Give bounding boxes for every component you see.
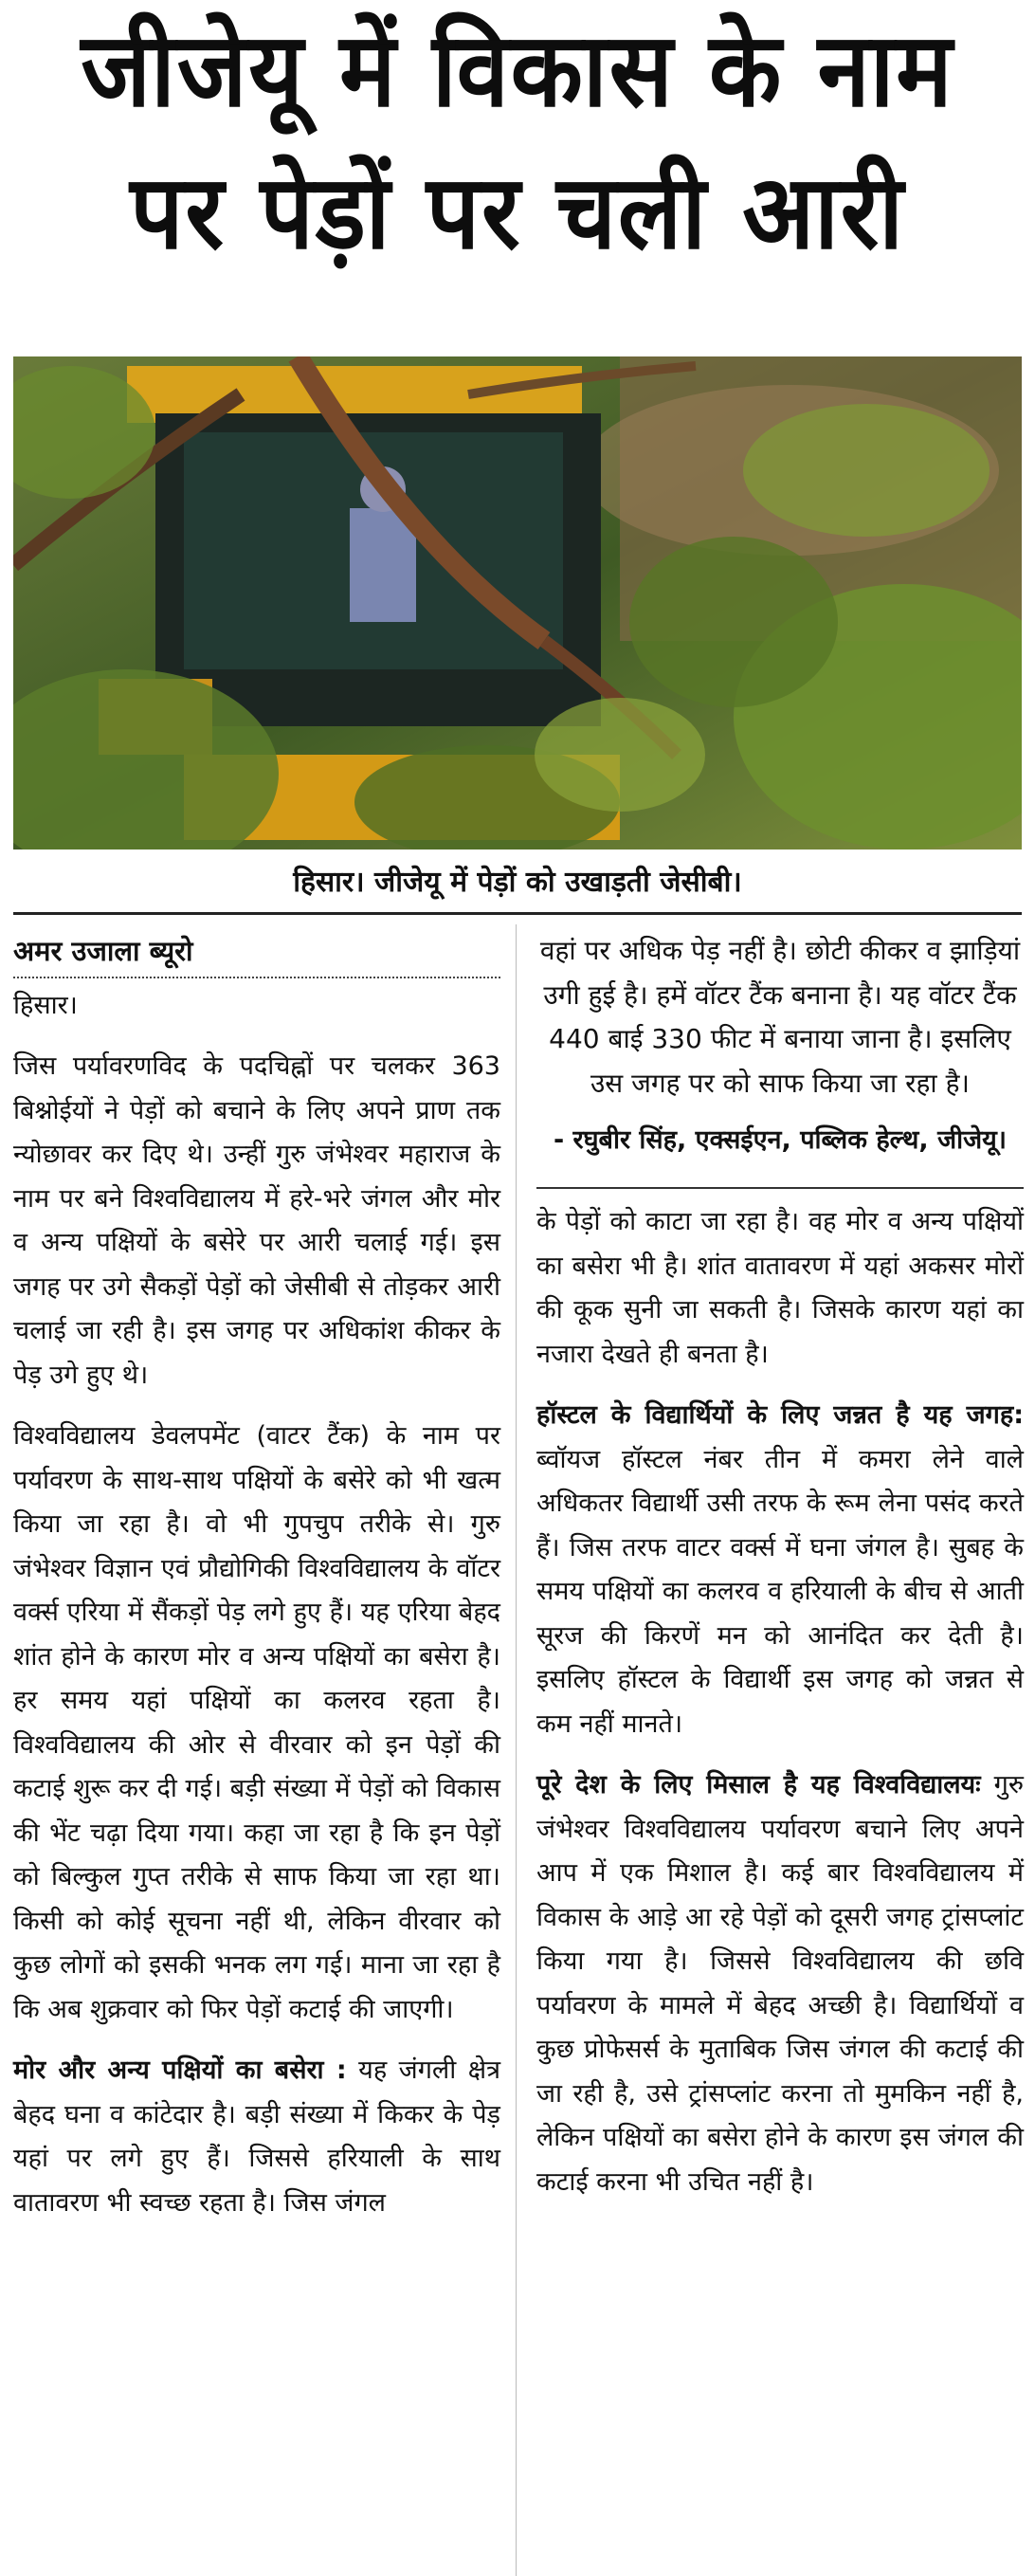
paragraph-2: विश्वविद्यालय डेवलपमेंट (वाटर टैंक) के नाम पर पर्यावरण के साथ-साथ पक्षियों के बसेरे को भी खत्म किया जा रहा है। वो भी गुपचुप तरीके से। गुरु जंभेश्वर विज्ञान एवं प्रौद्योगिकी विश्वविद्यालय के वॉटर वर्क्स एरिया में सैंकड़ों पेड़ लगे हुए हैं। यह एरिया बेहद शांत होने के कारण मोर व अन्य पक्षियों का बसेरा है। हर समय यहां पक्षियों का कलरव रहता है। विश्वविद्यालय की ओर से वीरवार को इन पेड़ों की कटाई शुरू कर दी गई। बड़ी संख्या में पेड़ों को विकास की भेंट चढ़ा दिया गया। कहा जा रहा है कि इन पेड़ों को बिल्कुल गुप्त तरीके से साफ किया जा रहा था। किसी को कोई सूचना नहीं थी, लेकिन वीरवार को कुछ लोगों को इसकी भनक लग गई। माना जा रहा है कि अब शुक्रवार को फिर पेड़ों कटाई की जाएगी। (13, 1421, 500, 2024)
dateline: हिसार। (13, 991, 78, 1020)
caption-divider (13, 912, 1022, 915)
section-university-heading: पूरे देश के लिए मिसाल है यह विश्वविद्यालयः (536, 1770, 981, 1800)
section-hostel (536, 1394, 1024, 1746)
byline-rule (13, 977, 500, 978)
article-left-column (13, 929, 500, 2225)
headline-line-1: जीजेयू में विकास के नाम (81, 11, 954, 130)
section-birds-habitat-heading: मोर और अन्य पक्षियों का बसेरा : (13, 2055, 347, 2085)
section-university-example (536, 1763, 1024, 2204)
quote-divider (536, 1187, 1024, 1189)
news-photo (13, 356, 1022, 850)
continuation-paragraph: के पेड़ों को काटा जा रहा है। वह मोर व अन्य पक्षियों का बसेरा भी है। शांत वातावरण में यहां अकसर मोरों की कूक सुनी जा सकती है। जिसके कारण यहां का नजारा देखते ही बनता है। (536, 1207, 1024, 1369)
headline-line-2: पर पेड़ों पर चली आरी (130, 154, 905, 272)
byline: अमर उजाला ब्यूरो (13, 935, 193, 967)
section-hostel-heading: हॉस्टल के विद्यार्थियों के लिए जन्नत है यह जगह: (536, 1400, 1024, 1430)
photo-caption: हिसार। जीजेयू में पेड़ों को उखाड़ती जेसीबी। (293, 866, 742, 899)
quote-author: - रघुबीर सिंह, एक्सईएन, पब्लिक हेल्थ, जीजेयू। (553, 1125, 1008, 1155)
section-university-text: गुरु जंभेश्वर विश्वविद्यालय पर्यावरण बचाने लिए अपने आप में एक मिशाल है। कई बार विश्वविद्यालय में विकास के आड़े आ रहे पेड़ों को दूसरी जगह ट्रांसप्लांट किया गया है। जिससे विश्वविद्यालय की छवि पर्यावरण के मामले में बेहद अच्छी है। विद्यार्थियों व कुछ प्रोफेसर्स के मुताबिक जिस जंगल की कटाई की जा रही है, उसे ट्रांसप्लांट करना तो मुमकिन नहीं है, लेकिन पक्षियों का बसेरा होने के कारण इस जंगल की कटाई करना भी उचित नहीं है। (536, 1770, 1024, 2197)
column-divider (516, 924, 517, 2576)
section-hostel-text: ब्वॉयज हॉस्टल नंबर तीन में कमरा लेने वाले अधिकतर विद्यार्थी उसी तरफ के रूम लेना पसंद करते हैं। जिस तरफ वाटर वर्क्स में घना जंगल है। सुबह के समय पक्षियों का कलरव व हरियाली के बीच से आती सूरज की किरणें मन को आनंदित कर देती है। इसलिए हॉस्टल के विद्यार्थी इस जगह को जन्नत से कम नहीं मानते। (536, 1444, 1024, 1739)
headline (0, 0, 1035, 313)
article-right-column (536, 929, 1024, 2204)
section-birds-habitat-text: यह जंगली क्षेत्र बेहद घना व कांटेदार है। बड़ी संख्या में किकर के पेड़ यहां पर लगे हुए हैं। जिससे हरियाली के साथ वातावरण भी स्वच्छ रहता है। जिस जंगल (13, 2055, 500, 2218)
section-birds-habitat (13, 2049, 500, 2225)
official-quote: वहां पर अधिक पेड़ नहीं है। छोटी कीकर व झाड़ियां उगी हुई है। हमें वॉटर टैंक बनाना है। यह वॉटर टैंक 440 बाई 330 फीट में बनाया जाना है। इसलिए उस जगह पर को साफ किया जा रहा है। (539, 935, 1021, 1099)
jcb-among-trees-image (13, 356, 1022, 850)
paragraph-1: जिस पर्यावरणविद के पदचिह्नों पर चलकर 363 बिश्नोईयों ने पेड़ों को बचाने के लिए अपने प्राण तक न्योछावर कर दिए थे। उन्हीं गुरु जंभेश्वर महाराज के नाम पर बने विश्वविद्यालय में हरे-भरे जंगल और मोर व अन्य पक्षियों के बसेरे पर आरी चलाई गई। इस जगह पर उगे सैकड़ों पेड़ों को जेसीबी से तोड़कर आरी चलाई जा रही है। इस जगह पर अधिकांश कीकर के पेड़ उगे हुए थे। (13, 1051, 500, 1390)
